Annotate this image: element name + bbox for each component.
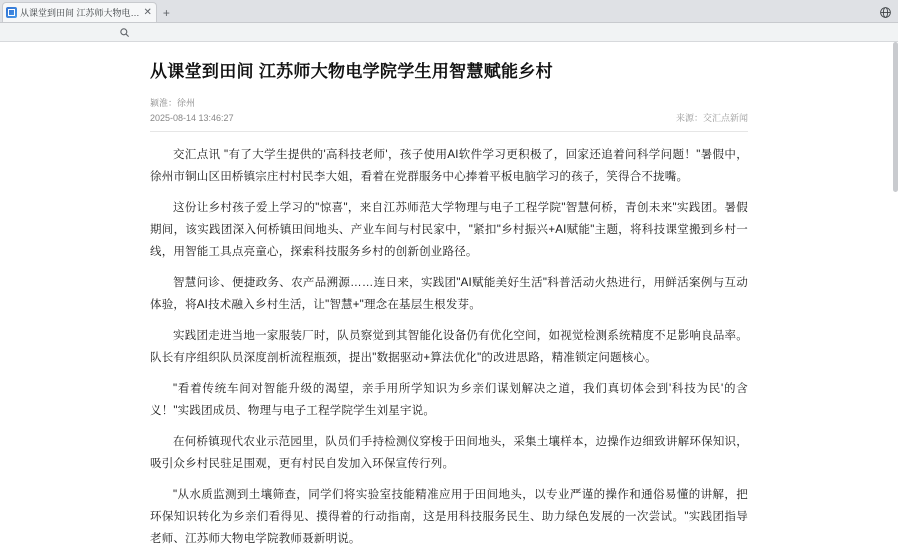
browser-toolbar-right xyxy=(879,6,892,19)
page-scrollbar[interactable] xyxy=(893,42,898,493)
search-icon[interactable] xyxy=(118,26,131,39)
article-body xyxy=(150,144,748,550)
new-tab-button[interactable]: + xyxy=(162,6,170,20)
globe-icon[interactable] xyxy=(879,6,892,19)
close-icon[interactable]: ✕ xyxy=(143,6,152,18)
article-paragraph: 这份让乡村孩子爱上学习的"惊喜"，来自江苏师范大学物理与电子工程学院"智慧何桥，青创未来"实践团。暑假期间，该实践团深入何桥镇田间地头、产业车间与村民家中，"紧扣"乡村振兴+AI赋能"主题，将科技课堂搬到乡村一线，用智能工具点亮童心，探索科技服务乡村的创新创业路径。 xyxy=(150,202,748,258)
article-paragraph: 智慧问诊、便捷政务、农产品溯源……连日来，实践团"AI赋能美好生活"科普活动火热进行，用鲜活案例与互动体验，将AI技术融入乡村生活，让"智慧+"理念在基层生根发芽。 xyxy=(150,277,748,311)
article-paragraph: 交汇点讯 "有了大学生提供的'高科技老师'，孩子使用AI软件学习更积极了，回家还追着问科学问题！"暑假中，徐州市铜山区田桥镇宗庄村村民李大姐，看着在党群服务中心捧着平板电脑学习的孩子，笑得合不拢嘴。 xyxy=(150,149,748,183)
browser-address-toolbar xyxy=(0,23,898,42)
article-source: 来源：交汇点新闻 xyxy=(675,113,748,123)
article-paragraph: 在何桥镇现代农业示范园里，队员们手持检测仪穿梭于田间地头，采集土壤样本，边操作边细致讲解环保知识，吸引众乡村民驻足围观，更有村民自发加入环保宣传行列。 xyxy=(150,436,748,470)
article-meta-row xyxy=(150,111,748,132)
scrollbar-thumb[interactable] xyxy=(893,42,898,192)
browser-tab-title: 从课堂到田间 江苏师大物电… xyxy=(20,7,140,18)
article-byline: 颍淮：徐州 xyxy=(150,98,196,108)
article-timestamp: 2025-08-14 13:46:27 xyxy=(150,113,234,123)
page-title: 从课堂到田间 江苏师大物电学院学生用智慧赋能乡村 xyxy=(150,62,553,81)
article-paragraph: "从水质监测到土壤筛查，同学们将实验室技能精准应用于田间地头，以专业严谨的操作和通俗易懂的讲解，把环保知识转化为乡亲们看得见、摸得着的行动指南，这是用科技服务民生、助力绿色发展的一次尝试。"实践团指导老师、江苏师大物电学院教师聂新明说。 xyxy=(150,489,748,545)
article-paragraph: 实践团走进当地一家服装厂时，队员察觉到其智能化设备仍有优化空间，如视觉检测系统精度不足影响良品率。队长有序组织队员深度剖析流程瓶颈，提出"数据驱动+算法优化"的改进思路，精准锁定问题核心。 xyxy=(150,330,748,364)
browser-tab-strip xyxy=(0,0,898,23)
article-paragraph: "看着传统车间对智能升级的渴望，亲手用所学知识为乡亲们谋划解决之道，我们真切体会到'科技为民'的含义！"实践团成员、物理与电子工程学院学生刘星宇说。 xyxy=(150,383,748,417)
article-container xyxy=(150,42,748,550)
browser-tab[interactable] xyxy=(2,2,157,22)
site-favicon-icon xyxy=(6,7,17,18)
page-viewport xyxy=(0,42,898,545)
